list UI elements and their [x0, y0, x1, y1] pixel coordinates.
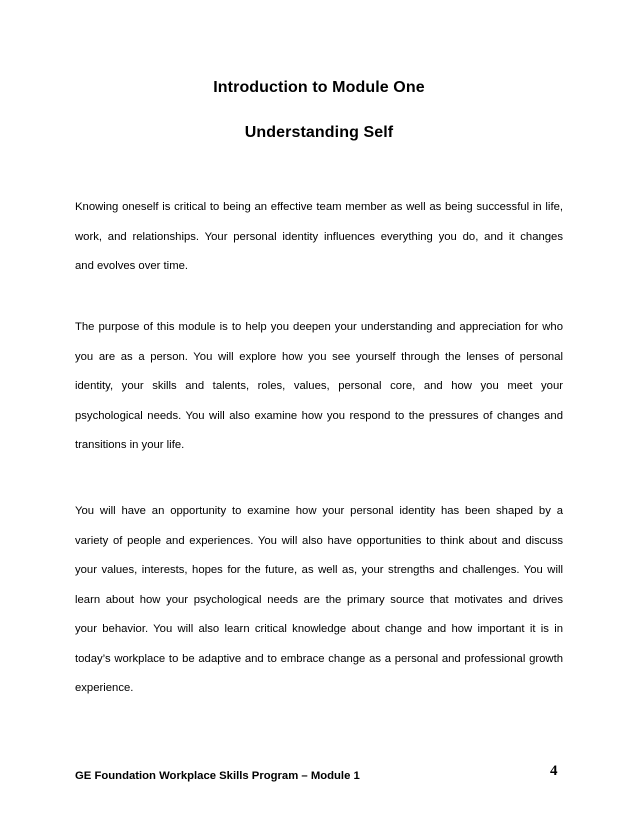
- paragraph-line: your behavior. You will also learn critical knowledge about change and how important it is in: [75, 623, 563, 635]
- page-title: Introduction to Module One: [213, 79, 425, 96]
- paragraph-line: and evolves over time.: [75, 260, 189, 272]
- paragraph-line: learn about how your psychological needs are the primary source that motivates and drives: [75, 593, 563, 606]
- paragraph-line: variety of people and experiences. You will also have opportunities to think about and discuss: [75, 534, 563, 547]
- page-subtitle: Understanding Self: [244, 124, 394, 141]
- paragraph-2: [75, 313, 563, 461]
- paragraph-line: psychological needs. You will also examine how you respond to the pressures of changes and: [75, 409, 563, 422]
- paragraph-line: The purpose of this module is to help you deepen your understanding and appreciation for who: [75, 321, 563, 333]
- paragraph-1: [75, 193, 563, 282]
- paragraph-line: work, and relationships. Your personal identity influences everything you do, and it changes: [75, 230, 563, 243]
- paragraph-line: Knowing oneself is critical to being an effective team member as well as being successful in life,: [75, 201, 563, 213]
- paragraph-line: you are as a person. You will explore how you see yourself through the lenses of personal: [75, 350, 563, 363]
- paragraph-line: You will have an opportunity to examine how your personal identity has been shaped by a: [75, 505, 563, 517]
- paragraph-line: today’s workplace to be adaptive and to embrace change as a personal and professional growth: [75, 652, 563, 665]
- paragraph-line: your values, interests, hopes for the future, as well as, your strengths and challenges. You will: [75, 564, 563, 576]
- paragraph-line: identity, your skills and talents, roles, values, personal core, and how you meet your: [75, 380, 563, 392]
- paragraph-3: [75, 497, 563, 704]
- footer-text: GE Foundation Workplace Skills Program – Module 1: [75, 770, 360, 782]
- paragraph-line: transitions in your life.: [75, 439, 185, 451]
- page-number: 4: [550, 763, 558, 779]
- paragraph-line: experience.: [75, 682, 134, 694]
